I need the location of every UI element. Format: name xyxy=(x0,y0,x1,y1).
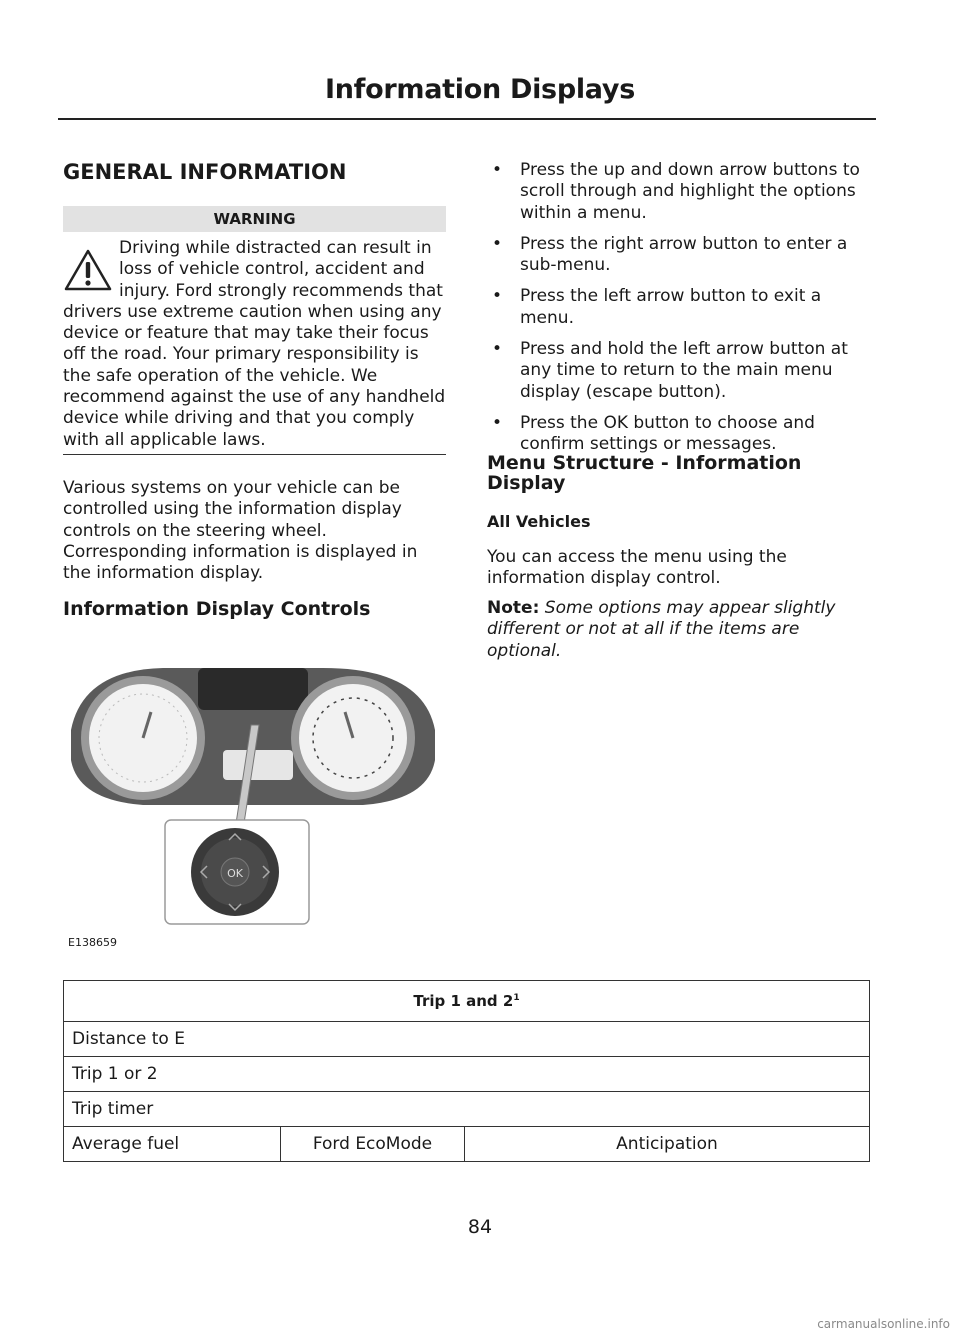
menu-structure-table xyxy=(63,980,870,1162)
list-item: • Press the left arrow button to exit a menu. xyxy=(487,286,877,329)
list-item: • Press the right arrow button to enter a sub-menu. xyxy=(487,234,877,277)
warning-label: WARNING xyxy=(63,206,446,232)
table-row xyxy=(64,1057,870,1092)
menu-access-text: You can access the menu using the information display control. xyxy=(487,547,787,589)
section-heading-general-information: GENERAL INFORMATION xyxy=(63,160,347,184)
subheading-all-vehicles: All Vehicles xyxy=(487,512,591,531)
intro-paragraph: Various systems on your vehicle can be controlled using the information display controls on the steering wheel. Corresponding information is displayed in the information display. xyxy=(63,478,418,584)
warning-divider xyxy=(63,454,446,455)
table-cell: Trip 1 or 2 xyxy=(64,1057,870,1092)
instrument-cluster-figure xyxy=(63,640,446,945)
table-title-cell xyxy=(64,981,870,1022)
table-cell: Anticipation xyxy=(465,1127,870,1162)
list-item: • Press the up and down arrow buttons to scroll through and highlight the options within a menu. xyxy=(487,160,877,224)
controls-bullet-list xyxy=(487,160,877,466)
table-title: Trip 1 and 2 xyxy=(413,992,514,1010)
header-divider xyxy=(58,118,876,120)
page-header-title: Information Displays xyxy=(325,74,635,105)
note-text: Some options may appear slightly different or not at all if the items are optional. xyxy=(487,598,836,661)
table-cell: Ford EcoMode xyxy=(281,1127,465,1162)
warning-box xyxy=(63,238,446,451)
table-row xyxy=(64,981,870,1022)
table-title-footnote: 1 xyxy=(513,993,520,1003)
list-item: • Press the OK button to choose and confirm settings or messages. xyxy=(487,413,877,456)
list-item: • Press and hold the left arrow button at any time to return to the main menu display (escape button). xyxy=(487,339,877,403)
table-row xyxy=(64,1092,870,1127)
section-heading-menu-structure: Menu Structure - Information Display xyxy=(487,452,802,494)
table-row xyxy=(64,1127,870,1162)
section-heading-display-controls: Information Display Controls xyxy=(63,598,371,620)
watermark: carmanualsonline.info xyxy=(817,1317,950,1331)
table-row xyxy=(64,1022,870,1057)
note-label: Note: xyxy=(487,598,540,618)
ok-button-label: OK xyxy=(227,867,243,880)
figure-id: E138659 xyxy=(68,936,117,949)
table-cell: Trip timer xyxy=(64,1092,870,1127)
table-cell: Average fuel xyxy=(64,1127,281,1162)
page-number: 84 xyxy=(467,1216,493,1238)
warning-text: Driving while distracted can result in loss of vehicle control, accident and injury. Ford strongly recommends that drivers use extreme caution when using any device or feature that may take their focus off the road. Your primary responsibility is the safe operation of the vehicle. We recommend against the use of any handheld device while driving and that you comply with all applicable laws. xyxy=(63,238,446,450)
table-cell: Distance to E xyxy=(64,1022,870,1057)
note-paragraph xyxy=(487,598,877,662)
warning-triangle-icon xyxy=(63,248,113,296)
